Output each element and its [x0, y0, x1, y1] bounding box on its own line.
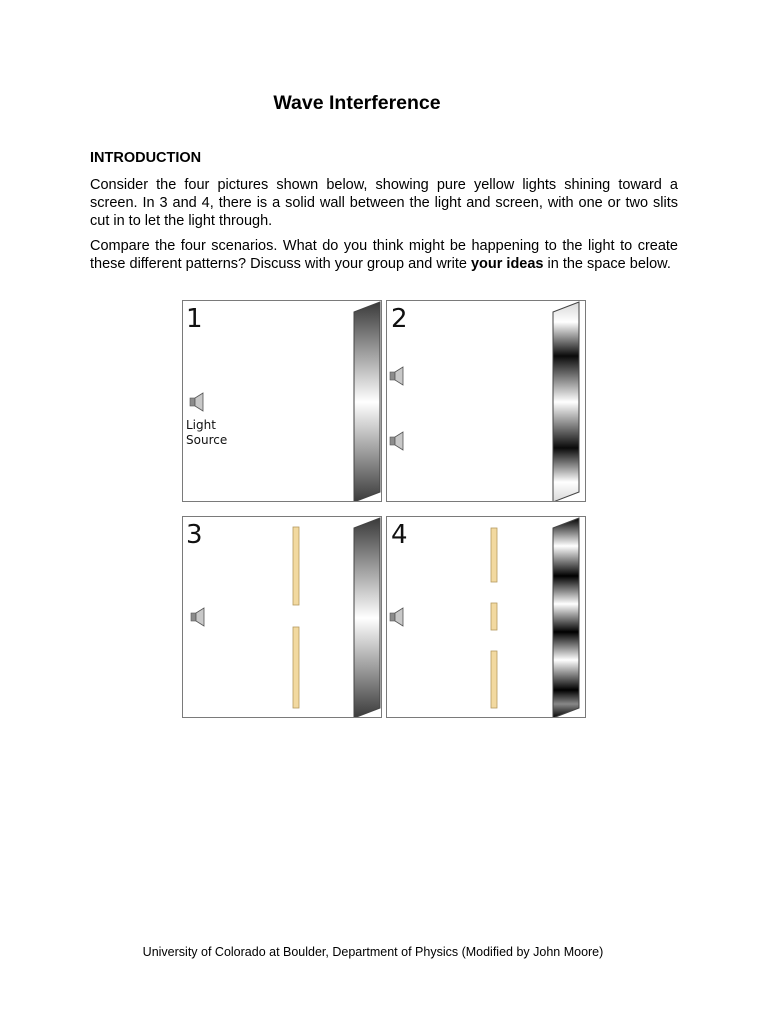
wall-segment-lower — [293, 627, 299, 708]
speaker-icon — [390, 608, 403, 626]
page-title: Wave Interference — [273, 92, 441, 114]
panel-3 — [182, 516, 382, 718]
screen-1 — [354, 302, 380, 502]
wall-segment-top — [491, 528, 497, 582]
interference-figure — [182, 300, 586, 718]
section-heading-introduction: INTRODUCTION — [90, 150, 202, 166]
panel-4-drawing — [387, 517, 586, 718]
panel-2-drawing — [387, 301, 586, 502]
light-source-label — [186, 418, 227, 448]
speaker-icon — [190, 393, 203, 411]
intro-paragraph-1: Consider the four pictures shown below, showing pure yellow lights shining toward a screen. In 3 and 4, there is a solid wall between the light and screen, with one or two slits cut in to let the light through. — [90, 177, 678, 229]
speaker-icon — [390, 432, 403, 450]
panel-number-3: 3 — [186, 520, 203, 550]
screen-4 — [553, 518, 579, 718]
your-ideas-emphasis: your ideas — [470, 256, 544, 272]
intro-paragraph-2 — [90, 237, 678, 273]
light-source-label-line-1: Light — [186, 418, 216, 432]
wall-segment-middle — [491, 603, 497, 630]
screen-3 — [354, 518, 380, 718]
speaker-icon — [390, 367, 403, 385]
panel-1 — [182, 300, 382, 502]
panel-number-4: 4 — [391, 520, 408, 550]
panel-4 — [386, 516, 586, 718]
panel-2 — [386, 300, 586, 502]
panel-number-2: 2 — [391, 304, 408, 334]
paragraph-2-text-end: in the space below. — [543, 256, 671, 272]
wall-segment-bottom — [491, 651, 497, 708]
panel-1-drawing — [183, 301, 382, 502]
panel-number-1: 1 — [186, 304, 203, 334]
screen-2 — [553, 302, 579, 502]
wall-segment-upper — [293, 527, 299, 605]
light-source-label-line-2: Source — [186, 433, 228, 447]
panel-3-drawing — [183, 517, 382, 718]
speaker-icon — [191, 608, 204, 626]
page-footer: University of Colorado at Boulder, Department of Physics (Modified by John Moore) — [142, 945, 604, 959]
paragraph-2-text-start: Compare the four scenarios. What do you think might be happening to the light to create these different patterns? Discuss with your group and write — [90, 238, 678, 272]
